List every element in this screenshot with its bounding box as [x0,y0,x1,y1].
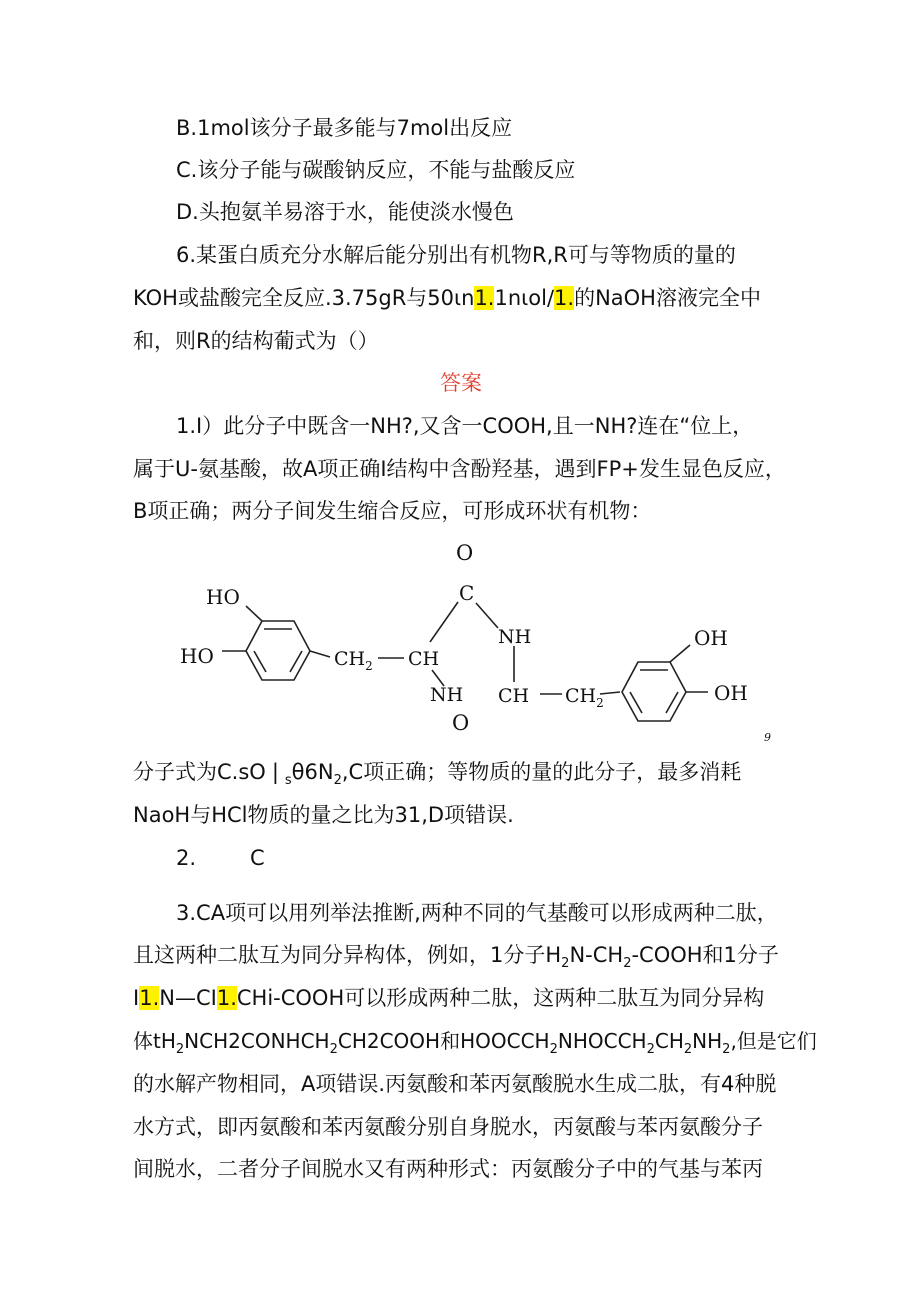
answer-3-line-7: 间脱水，二者分子间脱水又有两种形式：丙氨酸分子中的气基与苯丙 [133,1157,763,1181]
q3-l4-10: 2 [683,1042,693,1057]
q3-l4-6: 2 [549,1042,558,1057]
q3-l4-4: 2 [329,1042,338,1057]
right-benzene-ring [622,662,686,721]
q3-l4-12: 2 [722,1042,731,1057]
methylene-right: $CH_2$ [565,685,604,710]
answer-2-choice: C [250,846,265,870]
left-benzene-ring [246,621,310,680]
figure-mark: 9 [764,731,771,744]
formula-line [133,757,741,791]
q3-l4-3: NCH2CONHCH [184,1029,330,1053]
q3-line3-b: N—CI [159,986,217,1010]
q3-line2-sub1: 2 [561,956,570,971]
q3-l4-8: 2 [646,1042,655,1057]
answer-heading: 答案 [440,371,482,395]
question-6-line-1: 6.某蛋白质充分水解后能分别出有机物R,R可与等物质的量的 [176,243,736,267]
formula-text-f: ,C项正确；等物质的量的此分子，最多消耗 [341,760,742,784]
methylene-left: $CH_2$ [334,648,373,673]
q3-line3-a: I [133,986,140,1010]
amide-nh-bottom: NH [430,684,464,706]
option-b: B.1mol该分子最多能与7mol出反应 [176,116,513,140]
answer-3-line-6: 水方式，即丙氨酸和苯丙氨酸分别自身脱水，丙氨酸与苯丙氨酸分子 [133,1115,763,1139]
oxygen-bottom: O [452,711,470,735]
q3-l4-2: 2 [175,1042,185,1057]
answer-3-line-1: 3.CA项可以用列举法推断,两种不同的气基酸可以形成两种二肽， [176,901,778,925]
q3-l4-13: ,但是它们 [730,1029,817,1053]
q3-l4-9: CH [654,1029,684,1053]
q3-l4-5: CH2COOH和HOOCCH [337,1029,550,1053]
answer-3-line-4 [133,1026,817,1060]
q3-l4-11: NH [692,1029,723,1053]
alpha-ch-right: CH [498,685,530,707]
answer-2-number: 2. [176,846,197,870]
q3-l4-1: 体tH [133,1029,176,1053]
hydroxyl-top-right: OH [694,626,728,650]
formula-text-d: θ6N [291,760,334,784]
q3-highlight-2: 1. [216,986,237,1010]
q6-highlight-2: 1. [554,286,575,310]
formula-sub-s: s [284,773,292,788]
question-6-line-3: 和，则R的结构葡式为（） [133,329,379,353]
q3-l4-7: NHOCCH [557,1029,647,1053]
hydroxyl-bottom-right: OH [714,681,748,705]
hydroxyl-bottom-left: HO [180,644,214,668]
answer-1-line-1: 1.I）此分子中既含一NH?,又含一COOH,且一NH?连在“位上， [176,414,754,438]
q3-line2-a: 且这两种二肽互为同分异构体，例如，1分子H [133,943,562,967]
carbonyl-carbon-top: C [459,581,475,605]
formula-sub-2: 2 [333,773,342,788]
answer-3-line-2 [133,940,779,974]
answer-1-line-3: B项正确；两分子间发生缩合反应，可形成环状有机物： [133,499,652,523]
q6-text-c: 1nιol∕ [494,286,555,310]
option-d: D.头抱氨羊易溶于水，能使淡水慢色 [176,200,514,224]
q3-line2-sub2: 2 [623,956,632,971]
hydroxyl-top-left: HO [206,585,240,609]
option-c: C.该分子能与碳酸钠反应，不能与盐酸反应 [176,158,576,182]
oxygen-top: O [456,541,474,565]
q6-highlight-1: 1. [474,286,495,310]
q6-text-e: 的NaOH溶液完全中 [574,286,761,310]
amide-nh-right: NH [498,626,532,648]
formula-text-a: 分子式为C.sO [133,760,266,784]
q6-text-a: KOH或盐酸完全反应.3.75gR与50ιn [133,286,475,310]
q3-line3-c: CHi-COOH可以形成两种二肽，这两种二肽互为同分异构 [236,986,765,1010]
ratio-line: NaoH与HCl物质的量之比为31,D项错误. [133,803,514,827]
answer-3-line-3 [133,983,764,1013]
answer-1-line-2: 属于U-氨基酸，故A项正确I结构中含酚羟基，遇到FP+发生显色反应， [133,457,786,481]
alpha-ch-left: CH [408,648,440,670]
q3-line2-b: N-CH [569,943,624,967]
q3-highlight-1: 1. [139,986,160,1010]
q3-line2-c: -COOH和1分子 [631,943,779,967]
answer-3-line-5: 的水解产物相同，A项错误.丙氨酸和苯丙氨酸脱水生成二肽，有4种脱 [133,1072,777,1096]
formula-bar: | [271,760,279,784]
